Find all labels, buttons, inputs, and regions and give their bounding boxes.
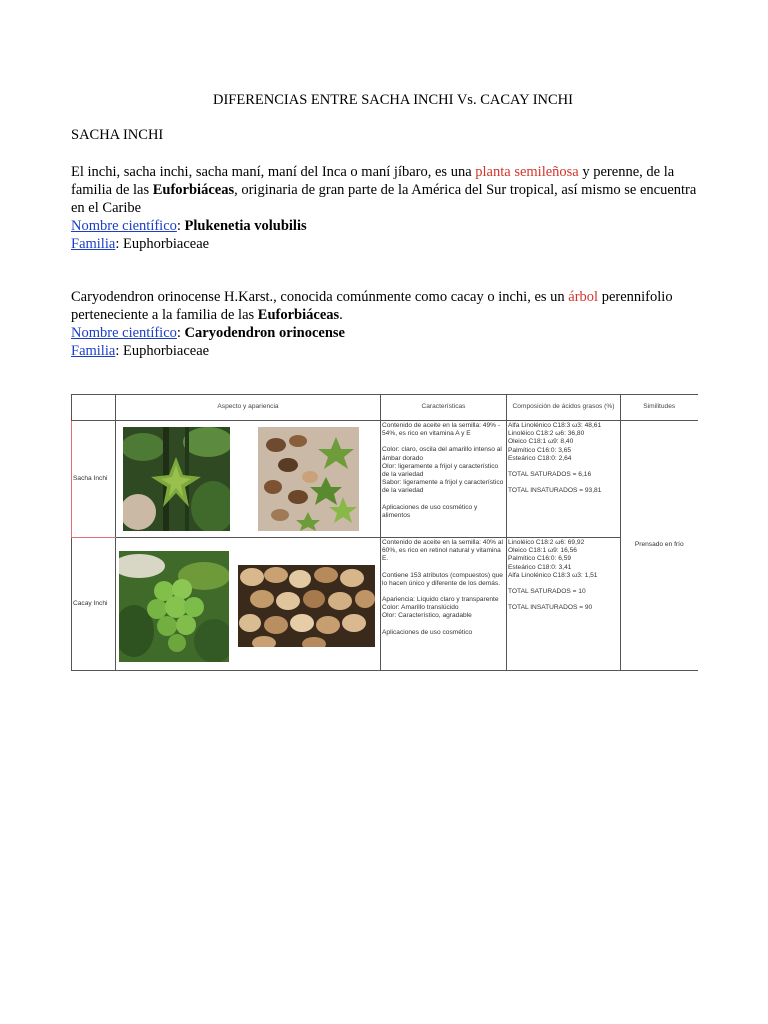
caracteristicas-cell: Contenido de aceite en la semilla: 49% - 54%, es rico en vitamina A y E Color: claro, oscila del amarillo intenso al ámbar dorado Olor: ligeramente a frijol y característico de la variedad Sabor: ligeramente a frijol y característico de la variedad Aplicaciones de uso cosmético y alimentos	[381, 421, 507, 538]
cacay-scientific-name: Nombre científico: Caryodendron orinocense	[71, 325, 345, 341]
acidos-grasos-cell: Linoléico C18:2 ω6: 69,92 Oleico C18:1 ω9: 16,56 Palmítico C16:0: 6,59 Esteárico C18:0: 3,41 Alfa Linolénico C18:3 ω3: 1,51 TOTAL SATURADOS = 10 TOTAL INSATURADOS = 90	[507, 538, 621, 671]
cacay-intro: Caryodendron orinocense H.Karst., conocida comúnmente como cacay o inchi, es un árbol perennifolio perteneciente a la familia de las Euforbiáceas.	[71, 289, 673, 323]
aspect-images-cell	[116, 538, 381, 671]
comparison-table	[71, 394, 698, 671]
familia-link[interactable]: Familia	[71, 343, 116, 359]
acidos-grasos-cell: Alfa Linolénico C18:3 ω3: 48,61 Linoléico C18:2 ω6: 36,80 Oleico C18:1 ω9: 8,40 Palmítico C16:0: 3,65 Esteárico C18:0: 2,64 TOTAL SATURADOS = 6,16 TOTAL INSATURADOS = 93,81	[507, 421, 621, 538]
table-row	[72, 538, 698, 671]
table-header-row	[72, 395, 698, 421]
cacay-nuts-image	[238, 565, 375, 647]
caracteristicas-cell: Contenido de aceite en la semilla: 40% al 60%, es rico en retinol natural y vitamina E. Contiene 153 atributos (compuestos) que lo hacen único y diferente de los demás. Apariencia: Líquido claro y transparente Color: Amarillo translúcido Olor: Característico, agradable Aplicaciones de uso cosmético	[381, 538, 507, 671]
aspect-images-cell	[116, 421, 381, 538]
familia-link[interactable]: Familia	[71, 236, 116, 252]
table-header: Aspecto y apariencia	[116, 395, 381, 421]
section-heading: SACHA INCHI	[71, 127, 164, 143]
cacay-family: Familia: Euphorbiaceae	[71, 343, 210, 359]
sacha-plant-image	[123, 427, 230, 531]
sacha-seeds-image	[258, 427, 359, 531]
nombre-cientifico-link[interactable]: Nombre científico	[71, 218, 177, 234]
euforbiaceas-bold: Euforbiáceas	[152, 182, 235, 198]
table-header: Similitudes	[621, 395, 698, 421]
row-label: Sacha Inchi	[72, 421, 116, 538]
sacha-intro: El inchi, sacha inchi, sacha maní, maní del Inca o maní jíbaro, es una planta semileñosa y perenne, de la familia de las Euforbiáceas, originaria de gran parte de la América del Sur tropical, así mismo se encuentra en el Caribe	[71, 164, 697, 216]
sacha-scientific-name: Nombre científico: Plukenetia volubilis	[71, 218, 307, 234]
cacay-inchi-description	[71, 288, 701, 360]
euforbiaceas-bold: Euforbiáceas	[257, 307, 340, 323]
cacay-fruits-image	[119, 551, 229, 662]
table-header	[72, 395, 116, 421]
table-row	[72, 421, 698, 538]
table-header: Características	[381, 395, 507, 421]
sacha-inchi-description	[71, 163, 701, 253]
table-header: Composición de ácidos grasos (%)	[507, 395, 621, 421]
nombre-cientifico-link[interactable]: Nombre científico	[71, 325, 177, 341]
row-label: Cacay Inchi	[72, 538, 116, 671]
sacha-family: Familia: Euphorbiaceae	[71, 236, 210, 252]
similitudes-cell: Prensado en frío	[621, 421, 698, 671]
page-title: DIFERENCIAS ENTRE SACHA INCHI Vs. CACAY INCHI	[213, 92, 573, 108]
arbol-link[interactable]: árbol	[568, 289, 599, 305]
planta-semilenosa-link[interactable]: planta semileñosa	[475, 164, 579, 180]
